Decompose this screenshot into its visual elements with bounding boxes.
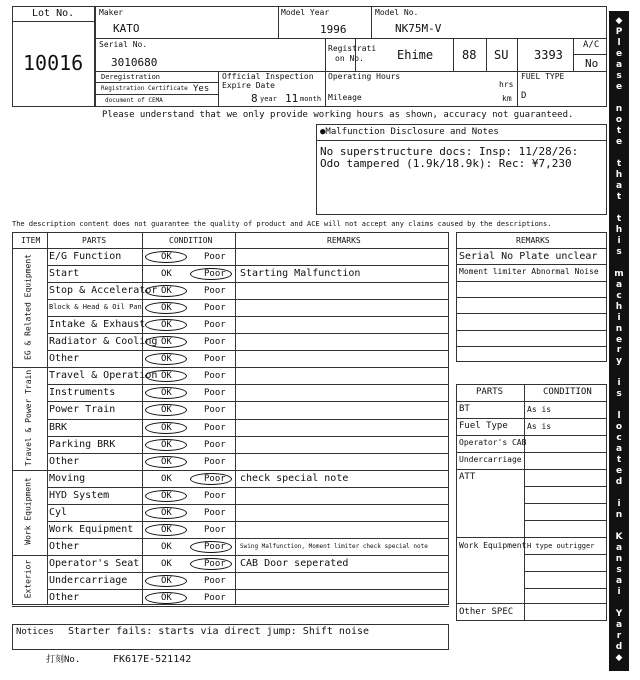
fuel-type-label: FUEL TYPE [521, 72, 565, 81]
right-part-condition: As is [527, 405, 552, 414]
part-label: Stop & Accelerator [49, 285, 158, 297]
part-label: Power Train [49, 404, 116, 416]
condition-poor: Poor [204, 337, 226, 348]
part-label: BRK [49, 421, 68, 433]
other-spec-line [456, 603, 607, 604]
remark-line [456, 313, 607, 314]
row-divider [47, 265, 449, 266]
serial-value: 3010680 [111, 56, 158, 69]
sidebar-char: y [616, 356, 622, 367]
remark-text: Starting Malfunction [240, 268, 361, 280]
sidebar-char: a [615, 59, 623, 70]
stamp-label: 打刻No. [46, 655, 81, 665]
col-parts: PARTS [82, 236, 107, 245]
part-label: Instruments [49, 387, 116, 399]
sidebar-char: t [616, 213, 622, 224]
sidebar-char: a [615, 543, 623, 554]
group-label: Work Equipment [24, 477, 33, 545]
hours-unit: hrs [499, 80, 514, 89]
right-col-parts: PARTS [476, 387, 504, 397]
disclaimer: The description content does not guarantee the quality of product and ACE will not accept any claims caused by the descriptions. [12, 220, 552, 228]
sidebar-char: c [616, 433, 622, 444]
sidebar-char: i [617, 312, 621, 323]
work-equipment-value: H type outrigger [527, 542, 595, 550]
condition-poor: Poor [204, 303, 226, 314]
maker-value: KATO [113, 22, 140, 35]
condition-ok: OK [161, 575, 172, 586]
sidebar-char: Y [615, 609, 623, 620]
parts-row-line [456, 435, 607, 436]
malfunction-line-1: No superstructure docs: Insp: 11/28/26: [320, 145, 579, 158]
sidebar-char: h [615, 301, 623, 312]
sidebar-char: d [615, 642, 623, 653]
condition-ok: OK [161, 388, 172, 399]
right-part-label: Operator's CAB [459, 438, 527, 447]
model-no-label: Model No. [375, 8, 419, 17]
sidebar-char: t [616, 191, 622, 202]
att-sub-line [524, 520, 607, 521]
condition-poor: Poor [204, 286, 226, 297]
inspection-label: Official Inspection [222, 72, 314, 81]
inspection-label-2: Expire Date [222, 81, 275, 90]
row-divider [47, 316, 449, 317]
work-eq-sub-line [524, 554, 607, 555]
row-divider [47, 572, 449, 573]
condition-ok: OK [161, 337, 172, 348]
notices-label: Notices [16, 627, 54, 637]
notices-text: Starter fails: starts via direct jump: Shift noise [68, 626, 370, 637]
condition-ok: OK [161, 286, 172, 297]
right-part-label: Undercarriage [459, 455, 522, 464]
col-remarks: REMARKS [327, 236, 361, 245]
sidebar-char: l [617, 37, 621, 48]
condition-poor: Poor [204, 320, 226, 331]
part-label: Undercarriage [49, 574, 128, 586]
parts-row-line [456, 452, 607, 453]
sidebar-char: ◆ [615, 653, 623, 664]
sidebar-char: d [615, 477, 623, 488]
condition-ok: OK [161, 303, 172, 314]
remark-line [456, 346, 607, 347]
row-divider [12, 470, 449, 471]
group-label: Travel & Power Train [24, 369, 34, 466]
condition-ok: OK [161, 593, 172, 603]
registration-kana: SU [494, 48, 509, 62]
work-eq-sub-line [524, 571, 607, 572]
hours-accuracy-note: Please understand that we only provide working hours as shown, accuracy not guaranteed. [102, 110, 574, 120]
row-divider [47, 521, 449, 522]
condition-poor: Poor [204, 541, 226, 552]
sidebar-char: o [615, 422, 623, 433]
condition-ok: OK [161, 371, 172, 382]
cema-label: document of CEMA [105, 97, 163, 104]
row-divider [47, 401, 449, 402]
sidebar-char: a [615, 444, 623, 455]
sidebar-char: n [615, 103, 623, 114]
lot-label: Lot No. [32, 8, 75, 19]
sidebar-char: r [616, 345, 622, 356]
condition-ok: OK [161, 422, 172, 433]
part-label: Other [49, 455, 80, 467]
right-part-condition: As is [527, 422, 552, 431]
part-label: Operator's Seat [49, 557, 140, 569]
condition-ok: OK [161, 252, 172, 262]
sidebar-char: e [615, 136, 623, 147]
condition-poor: Poor [204, 388, 226, 399]
malfunction-title: ●Malfunction Disclosure and Notes [320, 127, 499, 137]
row-divider [12, 606, 449, 607]
right-col-condition: CONDITION [543, 387, 592, 397]
sidebar-char: n [615, 323, 623, 334]
sidebar-char: h [615, 224, 623, 235]
sidebar-char: c [616, 290, 622, 301]
sidebar-char: P [615, 26, 623, 37]
condition-ok: OK [161, 558, 172, 569]
parts-header-line [456, 401, 607, 402]
sidebar-char: e [615, 48, 623, 59]
row-divider [47, 538, 449, 539]
row-divider [47, 384, 449, 385]
condition-poor: Poor [204, 269, 226, 280]
location-sidebar [609, 11, 629, 671]
lot-number: 10016 [23, 51, 84, 75]
group-label: Exterior [23, 560, 33, 599]
condition-poor: Poor [204, 575, 226, 586]
condition-ok: OK [161, 456, 172, 467]
row-divider [12, 555, 449, 556]
remark-line [456, 297, 607, 298]
sidebar-char: e [615, 81, 623, 92]
sidebar-char: s [616, 246, 622, 257]
remark-line [456, 330, 607, 331]
fuel-type-value: D [521, 91, 527, 101]
inspection-month: 11 [285, 92, 299, 105]
part-label: Work Equipment [49, 523, 134, 535]
reg-cert-value: Yes [193, 84, 210, 94]
remark-line [456, 281, 607, 282]
sidebar-char: n [615, 510, 623, 521]
condition-ok: OK [161, 473, 172, 484]
stamp-value: FK617E-521142 [113, 654, 192, 665]
condition-poor: Poor [204, 456, 226, 467]
condition-poor: Poor [204, 354, 226, 365]
model-year-label: Model Year [281, 8, 330, 17]
sidebar-char: e [615, 466, 623, 477]
sidebar-char: n [615, 554, 623, 565]
right-part-label: BT [459, 404, 470, 414]
condition-ok: OK [161, 439, 172, 450]
part-label: Other [49, 353, 80, 365]
remark-line [456, 264, 607, 265]
part-label: Parking BRK [49, 438, 116, 450]
registration-number: 88 [462, 48, 477, 62]
condition-ok: OK [161, 354, 172, 365]
condition-poor: Poor [204, 439, 226, 450]
condition-ok: OK [161, 405, 172, 416]
remark-text: check special note [240, 472, 349, 484]
malfunction-line-2: Odo tampered (1.9k/18.9k): Rec: ¥7,230 [320, 157, 572, 170]
part-label: Other [49, 592, 80, 603]
sidebar-char: h [615, 169, 623, 180]
condition-poor: Poor [204, 507, 226, 518]
maker-label: Maker [99, 8, 124, 17]
col-condition: CONDITION [169, 236, 213, 245]
sidebar-char: s [616, 70, 622, 81]
condition-poor: Poor [204, 252, 226, 262]
condition-poor: Poor [204, 371, 226, 382]
deregistration-label: Deregistration [101, 73, 161, 81]
model-year-value: 1996 [320, 23, 347, 36]
registration-label: Registrati [328, 44, 377, 53]
condition-poor: Poor [204, 422, 226, 433]
sidebar-char: i [617, 235, 621, 246]
sidebar-char: s [616, 389, 622, 400]
row-divider [47, 333, 449, 334]
right-remark-text: Serial No Plate unclear [459, 251, 598, 262]
reg-cert-label: Registration Certificate [101, 85, 188, 92]
att-sub-line [524, 503, 607, 504]
other-spec-label: Other SPEC [459, 607, 514, 617]
parts-row-line [456, 469, 607, 470]
sidebar-char: a [615, 620, 623, 631]
mileage-unit: km [502, 94, 512, 103]
part-label: Cyl [49, 506, 68, 518]
right-remark-text: Moment limiter Abnormal Noise [459, 267, 599, 277]
row-divider [47, 487, 449, 488]
right-part-label: Fuel Type [459, 421, 508, 431]
work-eq-top-line [456, 537, 607, 538]
hours-label: Operating Hours [328, 72, 401, 81]
sidebar-char: m [614, 268, 624, 279]
condition-poor: Poor [204, 473, 226, 484]
condition-ok: OK [161, 524, 172, 535]
sidebar-char: s [616, 565, 622, 576]
row-divider [47, 589, 449, 590]
part-label: HYD System [49, 489, 110, 501]
sidebar-char: t [616, 455, 622, 466]
registration-label-2: on No. [335, 54, 364, 63]
row-divider [12, 367, 449, 368]
work-equipment-label: Work Equipment [459, 541, 527, 550]
sidebar-char: ◆ [615, 16, 623, 26]
year-unit: year [260, 95, 277, 103]
sidebar-char: i [617, 587, 621, 598]
condition-ok: OK [161, 269, 172, 280]
condition-ok: OK [161, 490, 172, 501]
month-unit: month [300, 95, 322, 103]
model-no-value: NK75M-V [395, 22, 442, 35]
group-label: EG & Related Equipment [24, 253, 33, 360]
condition-ok: OK [161, 507, 172, 518]
sidebar-char: i [617, 499, 621, 510]
work-eq-sub-line [524, 588, 607, 589]
row-divider [47, 453, 449, 454]
right-remarks-header: REMARKS [516, 236, 550, 245]
row-divider [47, 350, 449, 351]
part-label: Other [49, 540, 80, 552]
registration-serial: 3393 [534, 48, 563, 62]
condition-ok: OK [161, 320, 172, 331]
row-divider [47, 299, 449, 300]
part-label: Travel & Operation [49, 370, 158, 382]
condition-ok: OK [161, 541, 172, 552]
sidebar-char: l [617, 411, 621, 422]
registration-region: Ehime [397, 48, 434, 62]
sidebar-char: a [615, 279, 623, 290]
condition-poor: Poor [204, 593, 226, 603]
remark-text: Swing Malfunction, Moment limiter check special note [240, 542, 428, 550]
row-divider [47, 419, 449, 420]
sidebar-char: i [617, 378, 621, 389]
condition-poor: Poor [204, 490, 226, 501]
part-label: Intake & Exhaust [49, 319, 146, 331]
inspection-year: 8 [251, 92, 258, 105]
parts-row-line [456, 418, 607, 419]
sidebar-char: t [616, 158, 622, 169]
part-label: E/G Function [49, 251, 122, 262]
remark-text: CAB Door seperated [240, 557, 349, 569]
condition-poor: Poor [204, 405, 226, 416]
serial-label: Serial No. [99, 40, 148, 49]
sidebar-char: e [615, 334, 623, 345]
ac-value: No [585, 57, 599, 70]
sidebar-char: a [615, 180, 623, 191]
right-part-label: ATT [459, 472, 476, 482]
row-divider [47, 436, 449, 437]
condition-poor: Poor [204, 558, 226, 569]
sidebar-char: K [615, 532, 623, 543]
part-label: Moving [49, 472, 86, 484]
part-label: Block & Head & Oil Pan [49, 303, 142, 312]
part-label: Radiator & Cooling [49, 336, 158, 348]
ac-label: A/C [583, 40, 600, 50]
row-divider [47, 282, 449, 283]
part-label: Start [49, 268, 80, 280]
sidebar-char: r [616, 631, 622, 642]
sidebar-char: a [615, 576, 623, 587]
att-sub-line [524, 486, 607, 487]
col-item: ITEM [21, 236, 41, 245]
mileage-label: Mileage [328, 93, 362, 102]
condition-poor: Poor [204, 524, 226, 535]
sidebar-char: o [615, 114, 623, 125]
row-divider [47, 504, 449, 505]
sidebar-char: t [616, 125, 622, 136]
